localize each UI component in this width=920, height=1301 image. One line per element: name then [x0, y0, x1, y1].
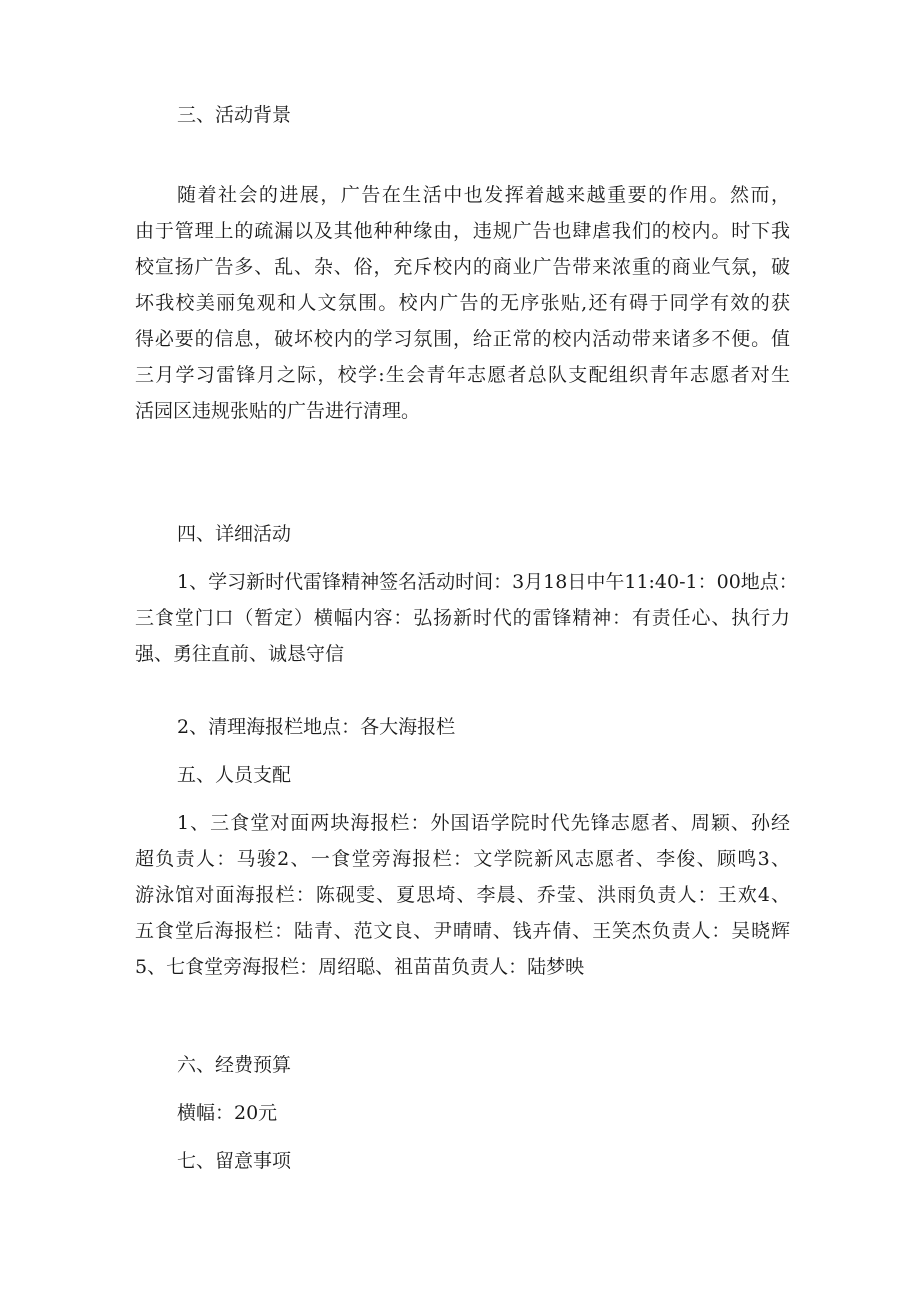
section-6-item: 横幅：20元 — [177, 1102, 278, 1124]
paragraph-line: 三食堂门口（暂定）横幅内容：弘扬新时代的雷锋精神：有责任心、执行力 — [135, 607, 790, 629]
paragraph-line: 校宣扬广告多、乱、杂、俗，充斥校内的商业广告带来浓重的商业气氛，破 — [135, 256, 790, 278]
paragraph-line: 得必要的信息，破坏校内的学习氛围，给正常的校内活动带来诸多不便。值 — [135, 328, 790, 350]
paragraph-line: 游泳馆对面海报栏：陈砚雯、夏思埼、李晨、乔莹、洪雨负责人：王欢4、 — [135, 884, 790, 906]
section-5-paragraph — [135, 811, 790, 979]
paragraph-line: 强、勇往直前、诚恳守信 — [135, 643, 345, 665]
paragraph-line: 坏我校美丽兔观和人文氛围。校内广告的无序张贴,还有碍于同学有效的获 — [135, 292, 790, 314]
paragraph-line: 超负责人：马骏2、一食堂旁海报栏：文学院新风志愿者、李俊、顾鸣3、 — [135, 848, 790, 870]
section-4-item-2: 2、清理海报栏地点：各大海报栏 — [177, 716, 456, 738]
section-6-heading: 六、经费预算 — [177, 1054, 292, 1076]
section-3-heading: 三、活动背景 — [177, 104, 292, 126]
section-4-heading: 四、详细活动 — [177, 523, 292, 545]
paragraph-line: 五食堂后海报栏：陆青、范文良、尹晴晴、钱卉倩、王笑杰负责人：吴晓辉 — [135, 920, 790, 942]
section-7-heading: 七、留意事项 — [177, 1150, 292, 1172]
section-4-item-1 — [135, 570, 798, 666]
paragraph-line: 1、三食堂对面两块海报栏：外国语学院时代先锋志愿者、周颖、孙经 — [177, 812, 790, 834]
paragraph-line: 由于管理上的疏漏以及其他种种缘由，违规广告也肆虐我们的校内。时下我 — [135, 220, 790, 242]
paragraph-line: 随着社会的进展，广告在生活中也发挥着越来越重要的作用。然而， — [177, 184, 790, 206]
section-5-heading: 五、人员支配 — [177, 764, 292, 786]
paragraph-line: 1、学习新时代雷锋精神签名活动时间：3月18日中午11:40-1：00地点： — [177, 571, 798, 593]
paragraph-line: 活园区违规张贴的广告进行清理。 — [135, 400, 421, 422]
paragraph-line: 5、七食堂旁海报栏：周绍聪、祖苗苗负责人：陆梦映 — [135, 956, 585, 978]
section-3-paragraph — [135, 183, 790, 423]
paragraph-line: 三月学习雷锋月之际，校学:生会青年志愿者总队支配组织青年志愿者对生 — [135, 364, 790, 386]
